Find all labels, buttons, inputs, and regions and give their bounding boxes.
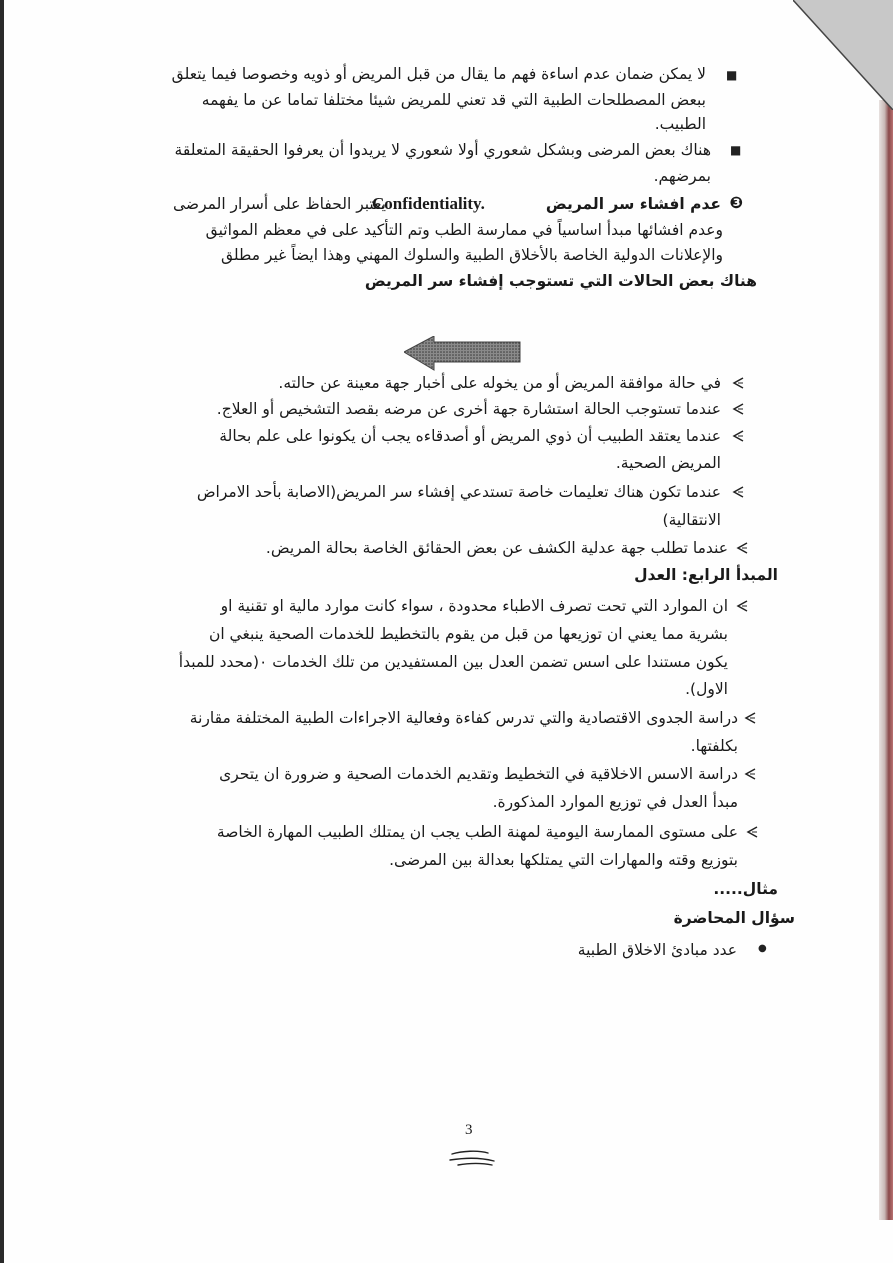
justice-3-line1: دراسة الاسس الاخلاقية في التخطيط وتقديم الخدمات الصحية و ضرورة ان يتحرى [219, 765, 738, 783]
question-item: عدد مبادئ الاخلاق الطبية [577, 941, 737, 959]
case-4-line2: الانتقالية) [662, 511, 721, 529]
bullet2-line2: بمرضهم. [653, 167, 711, 185]
justice-4-line1: على مستوى الممارسة اليومية لمهنة الطب يجب ان يمتلك الطبيب المهارة الخاصة [216, 823, 738, 841]
item3-number-icon: ❸ [729, 193, 743, 212]
cases-heading: هناك بعض الحالات التي تستوجب إفشاء سر المريض [364, 272, 757, 290]
justice-3-line2: مبدأ العدل في توزيع الموارد المذكورة. [492, 793, 738, 811]
page-number: 3 [465, 1122, 473, 1138]
item3-line3: والإعلانات الدولية الخاصة بالأخلاق الطبية والسلوك المهني وهذا ايضاً غير مطلق [220, 246, 723, 264]
case-2-line1: عندما تستوجب الحالة استشارة جهة أخرى عن مرضه بقصد التشخيص أو العلاج. [216, 400, 721, 418]
scan-edge-right [879, 100, 893, 1220]
justice-2-line1: دراسة الجدوى الاقتصادية والتي تدرس كفاءة وفعالية الاجراءات الطبية المختلفة مقارنة [189, 709, 738, 727]
chevron-arrowhead-icon [732, 403, 744, 415]
case-5-line1: عندما تطلب جهة عدلية الكشف عن بعض الحقائق الخاصة بحالة المريض. [265, 539, 728, 557]
chevron-arrowhead-icon [746, 826, 758, 838]
square-bullet-icon: ■ [730, 143, 742, 157]
bullet1-line2: ببعض المصطلحات الطبية التي قد تعني للمريض شيئا مختلفا تماما عن ما يفهمه [201, 91, 706, 109]
chevron-arrowhead-icon [732, 430, 744, 442]
justice-1-line3: يكون مستندا على اسس تضمن العدل بين المستفيدين من تلك الخدمات ٠(محدد للمبدأ [178, 653, 728, 671]
justice-1-line1: ان الموارد التي تحت تصرف الاطباء محدودة ، سواء كانت موارد مالية او تقنية او [220, 597, 728, 615]
justice-1-line4: الاول). [685, 680, 728, 698]
justice-1-line2: بشرية مما يعني ان توزيعها من قبل من يقوم بالتخطيط للخدمات الصحية ينبغي ان [208, 625, 728, 643]
scan-edge-left [0, 0, 4, 1263]
chevron-arrowhead-icon [736, 600, 748, 612]
bullet1-line3: الطبيب. [654, 115, 706, 133]
left-arrow-icon [404, 336, 522, 372]
item3-heading: عدم افشاء سر المريض [545, 195, 721, 213]
item3-line2: وعدم افشائها مبدأ اساسياً في ممارسة الطب وتم التأكيد على في معظم المواثيق [205, 221, 723, 239]
chevron-arrowhead-icon [732, 377, 744, 389]
bullet1-line1: لا يمكن ضمان عدم اساءة فهم ما يقال من قبل المريض أو ذويه وخصوصا فيما يتعلق [171, 65, 706, 83]
chevron-arrowhead-icon [744, 712, 756, 724]
round-bullet-icon: ● [758, 943, 767, 954]
square-bullet-icon: ■ [726, 68, 738, 82]
case-4-line1: عندما تكون هناك تعليمات خاصة تستدعي إفشاء سر المريض(الاصابة بأحد الامراض [196, 483, 721, 501]
justice-4-line2: بتوزيع وقته والمهارات التي يمتلكها بعدالة بين المرضى. [389, 851, 738, 869]
chevron-arrowhead-icon [732, 486, 744, 498]
lecture-question-heading: سؤال المحاضرة [673, 909, 795, 927]
handwritten-stroke-icon [448, 1148, 498, 1168]
case-3-line1: عندما يعتقد الطبيب أن ذوي المريض أو أصدقاءه يجب أن يكونوا على علم بحالة [219, 427, 721, 445]
page-curl-corner [793, 0, 893, 110]
justice-2-line2: بكلفتها. [690, 737, 738, 755]
case-1-line1: في حالة موافقة المريض أو من يخوله على أخبار جهة معينة عن حالته. [278, 374, 721, 392]
principle4-heading: المبدأ الرابع: العدل [634, 566, 778, 584]
example-label: مثال..... [713, 880, 778, 898]
chevron-arrowhead-icon [736, 542, 748, 554]
item3-english-term: Confidentiality. [372, 194, 485, 213]
chevron-arrowhead-icon [744, 768, 756, 780]
bullet2-line1: هناك بعض المرضى وبشكل شعوري أولا شعوري لا يريدوا أن يعرفوا الحقيقة المتعلقة [174, 141, 711, 159]
case-3-line2: المريض الصحية. [615, 454, 721, 472]
item3-line1-rest: يعتبر الحفاظ على أسرار المرضى [173, 195, 386, 213]
